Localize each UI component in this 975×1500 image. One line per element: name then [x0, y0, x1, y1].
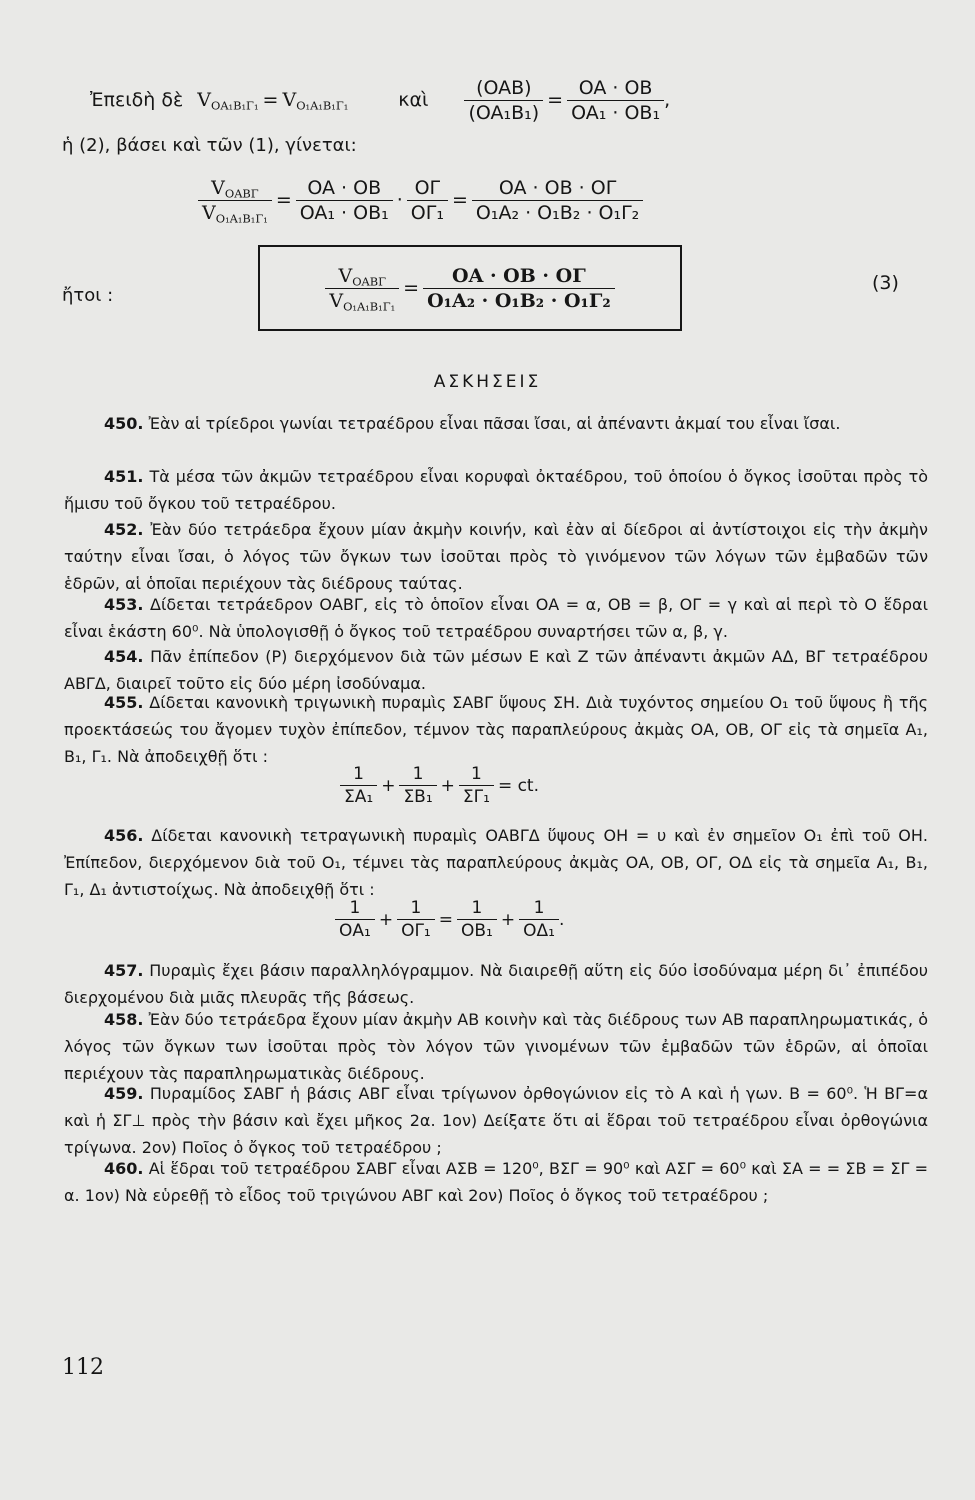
volume-rhs: $V_{O_1A_1B_1\Gamma_1}$ [282, 89, 349, 113]
product-ratio: $\frac{OA \cdot OB \cdot O\Gamma}{\text{O₁A₂ · O₁B₂ · O₁Γ₂}}$ [472, 177, 643, 224]
exercise-455: 455. Δίδεται κανονικὴ τριγωνικὴ πυραμὶς ΣΑΒΓ ὕψους ΣΗ. Διὰ τυχόντος σημείου Ο₁ τοῦ ὕψους ἢ τῆς προεκτάσεώς του ἄγομεν τυχὸν ἐπίπεδον, τέμνον τὰς παραπλεύρους ἀκμὰς ΟΑ, ΟΒ, ΟΓ εἰς τὰ σημεῖα Α₁, Β₁, Γ₁. Νὰ ἀποδειχθῇ ὅτι : [64, 693, 928, 766]
boxed-equation: $\frac{V_{OAB\Gamma}}{V_{O_1A_1B_1\Gamma_1}}$ = $\frac{OA \cdot OB \cdot O\Gamma}{\text{O₁A₂ · O₁B₂ · O₁Γ₂}}$ [258, 245, 682, 331]
area-ratio: $\frac{\text{(OAB)}}{\text{(OA₁B₁)}}$ [464, 77, 543, 124]
exercise-456-equation: $\frac{1}{\text{ΟΑ₁}}$ + $\frac{1}{\text{ΟΓ₁}}$ = $\frac{1}{\text{ΟΒ₁}}$ + $\frac{1}{\text{ΟΔ₁}}$ . [335, 898, 564, 941]
exercise-451: 451. Τὰ μέσα τῶν ἀκμῶν τετραέδρου εἶναι κορυφαὶ ὀκταέδρου, τοῦ ὁποίου ὁ ὄγκος ἰσοῦται πρὸς τὸ ἥμισυ τοῦ ὄγκου τοῦ τετραέδρου. [64, 467, 928, 513]
page-number: 112 [62, 1355, 104, 1380]
equation-number: (3) [872, 272, 899, 294]
volume-lhs: $V_{OA_1B_1\Gamma_1}$ [197, 89, 259, 113]
exercise-457: 457. Πυραμὶς ἔχει βάσιν παραλληλόγραμμον. Νὰ διαιρεθῇ αὕτη εἰς δύο ἰσοδύναμα μέρη δι᾽ ἐπιπέδου διερχομένου διὰ μιᾶς πλευρᾶς τῆς βάσεως. [64, 961, 928, 1007]
exercise-450: 450. Ἐὰν αἱ τρίεδροι γωνίαι τετραέδρου εἶναι πᾶσαι ἴσαι, αἱ ἀπέναντι ἀκμαί του εἶναι ἴσαι. [104, 414, 841, 433]
exercise-455-equation: $\frac{1}{\text{ΣΑ₁}}$ + $\frac{1}{\text{ΣΒ₁}}$ + $\frac{1}{\text{ΣΓ₁}}$ = ct. [340, 764, 543, 807]
hetoi-label: ἤτοι : [62, 285, 114, 306]
exercise-453: 453. Δίδεται τετράεδρον ΟΑΒΓ, εἰς τὸ ὁποῖον εἶναι ΟΑ = α, ΟΒ = β, ΟΓ = γ καὶ αἱ περὶ τὸ Ο ἕδραι εἶναι ἑκάστη 60⁰. Νὰ ὑπολογισθῇ ὁ ὄγκος τοῦ τετραέδρου συναρτήσει τῶν α, β, γ. [64, 595, 929, 641]
intro-line-2: ἡ (2), βάσει καὶ τῶν (1), γίνεται: [62, 135, 357, 156]
section-heading: ΑΣΚΗΣΕΙΣ [433, 372, 542, 392]
intro-line-1: Ἐπειδὴ δὲ $V_{OA_1B_1\Gamma_1}$ = $V_{O_1A_1B_1\Gamma_1}$ καὶ $\frac{\text{(OAB)}}{\text{(OA₁B₁)}}$ = $\frac{OA \cdot OB}{\text{OA₁ · OB₁}}$ , [90, 76, 671, 124]
exercise-458: 458. Ἐὰν δύο τετράεδρα ἔχουν μίαν ἀκμὴν ΑΒ κοινὴν καὶ τὰς διέδρους των ΑΒ παραπληρωματικάς, ὁ λόγος τῶν ὄγκων των ἰσοῦται πρὸς τὸν λόγον τῶν γινομένων τῶν ἐμβαδῶν τῶν ἑδρῶν, αἱ ὁποῖαι περιέχουν τὰς παραπληρωματικὰς διέδρους. [64, 1010, 928, 1083]
length-ratio: $\frac{OA \cdot OB}{\text{OA₁ · OB₁}}$ [567, 77, 664, 124]
exercise-460: 460. Αἱ ἕδραι τοῦ τετραέδρου ΣΑΒΓ εἶναι ΑΣΒ = 120⁰, ΒΣΓ = 90⁰ καὶ ΑΣΓ = 60⁰ καὶ ΣΑ = = ΣΒ = ΣΓ = α. 1ον) Νὰ εὑρεθῇ τὸ εἶδος τοῦ τριγώνου ΑΒΓ καὶ 2ον) Ποῖος ὁ ὄγκος τοῦ τετραέδρου ; [64, 1159, 929, 1205]
exercise-454: 454. Πᾶν ἐπίπεδον (Ρ) διερχόμενον διὰ τῶν μέσων Ε καὶ Ζ τῶν ἀπέναντι ἀκμῶν ΑΔ, ΒΓ τετραέδρου ΑΒΓΔ, διαιρεῖ τοῦτο εἰς δύο μέρη ἰσοδύναμα. [64, 647, 928, 693]
exercise-452: 452. Ἐὰν δύο τετράεδρα ἔχουν μίαν ἀκμὴν κοινήν, καὶ ἐὰν αἱ δίεδροι αἱ ἀντίστοιχοι εἰς τὴν ἀκμὴν ταύτην εἶναι ἴσαι, ὁ λόγος τῶν ὄγκων των ἰσοῦται πρὸς τὸ γινόμενον τῶν λόγων τῶν ἐμβαδῶν τῶν ἑδρῶν, αἱ ὁποῖαι περιέχουν τὰς διέδρους ταύτας. [64, 520, 928, 593]
intro-prefix: Ἐπειδὴ δὲ [90, 89, 184, 111]
exercise-459: 459. Πυραμίδος ΣΑΒΓ ἡ βάσις ΑΒΓ εἶναι τρίγωνον ὀρθογώνιον εἰς τὸ Α καὶ ἡ γων. Β = 60⁰. Ἡ ΒΓ=α καὶ ἡ ΣΓ⊥ πρὸς τὴν βάσιν καὶ ἔχει μῆκος 2α. 1ον) Δείξατε ὅτι αἱ ἕδραι τοῦ τετραέδρου εἶναι ὀρθογώνια τρίγωνα. 2ον) Ποῖος ὁ ὄγκος τοῦ τετραέδρου ; [64, 1084, 928, 1157]
equation-2: $\frac{V_{OAB\Gamma}}{V_{O_1A_1B_1\Gamma_1}}$ = $\frac{OA \cdot OB}{\text{OA₁ · OB₁}}$ · $\frac{O\Gamma}{\text{OΓ₁}}$ = $\frac{OA \cdot OB \cdot O\Gamma}{\text{O₁A₂ · O₁B₂ · O₁Γ₂}}$ [198, 170, 643, 230]
factor-2: $\frac{O\Gamma}{\text{OΓ₁}}$ [407, 177, 448, 224]
factor-1: $\frac{OA \cdot OB}{\text{OA₁ · OB₁}}$ [296, 177, 393, 224]
exercise-456: 456. Δίδεται κανονικὴ τετραγωνικὴ πυραμὶς ΟΑΒΓΔ ὕψους ΟΗ = υ καὶ ἐν σημεῖον Ο₁ ἐπὶ τοῦ ΟΗ. Ἐπίπεδον, διερχόμενον διὰ τοῦ Ο₁, τέμνει τὰς παραπλεύρους ἀκμὰς ΟΑ, ΟΒ, ΟΓ, ΟΔ εἰς τὰ σημεῖα Α₁, Β₁, Γ₁, Δ₁ ἀντιστοίχως. Νὰ ἀποδειχθῇ ὅτι : [64, 826, 928, 899]
volume-ratio: $\frac{V_{OAB\Gamma}}{V_{O_1A_1B_1\Gamma_1}}$ [198, 177, 272, 224]
